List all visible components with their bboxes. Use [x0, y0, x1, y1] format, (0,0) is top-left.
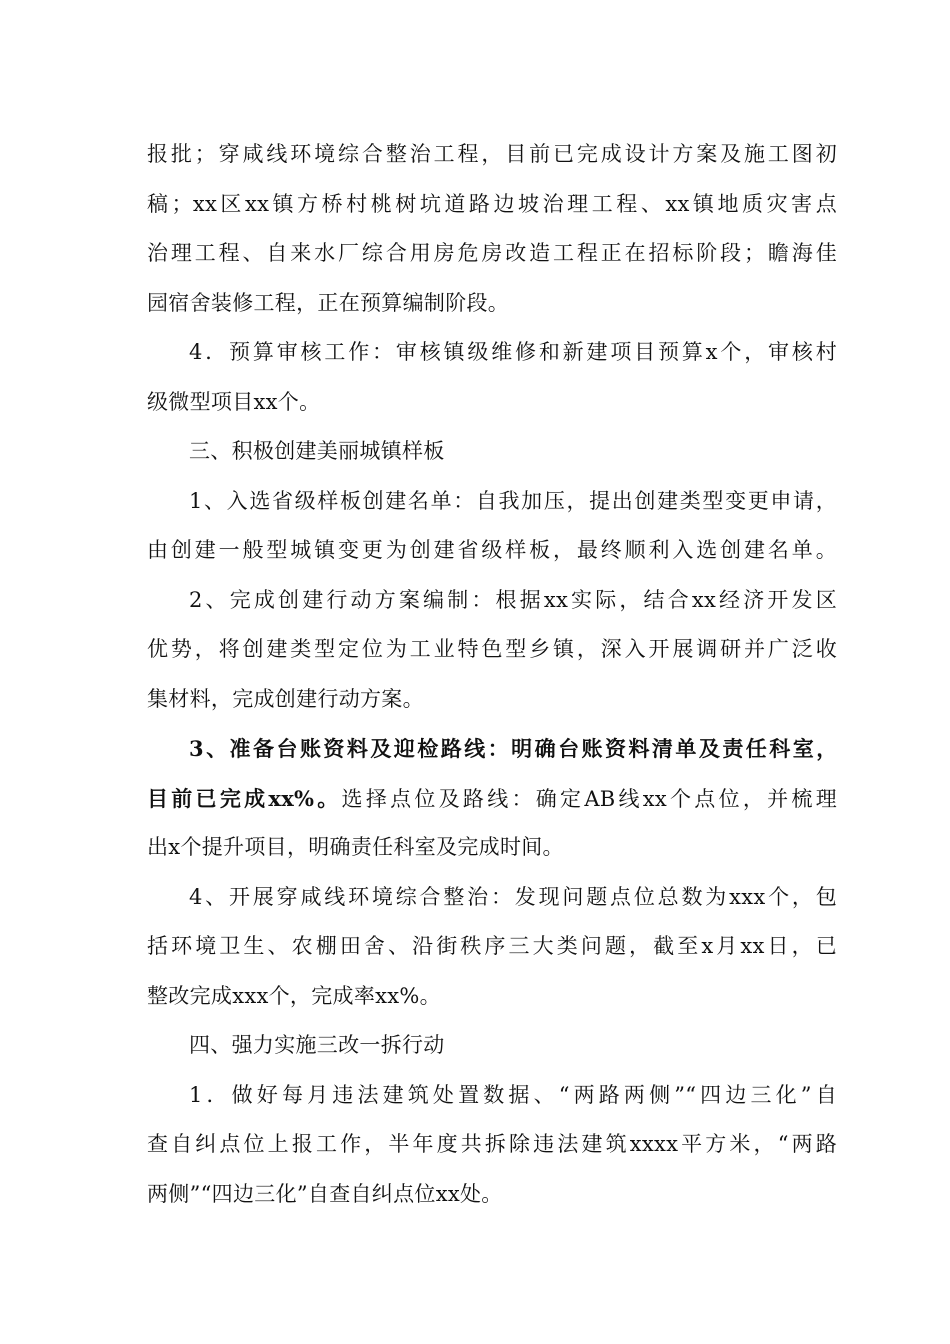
paragraph-line: 稿；xx区xx镇方桥村桃树坑道路边坡治理工程、xx镇地质灾害点 — [147, 191, 837, 216]
paragraph-line: 园宿舍装修工程，正在预算编制阶段。 — [147, 290, 510, 315]
paragraph-line: 括环境卫生、农棚田舍、沿街秩序三大类问题，截至x月xx日，已 — [147, 934, 837, 958]
section-heading: 四、强力实施三改一拆行动 — [189, 1033, 445, 1057]
paragraph-line: 治理工程、自来水厂综合用房危房改造工程正在招标阶段；瞻海佳 — [147, 241, 837, 265]
bold-text: 目前已完成xx%。 — [147, 785, 342, 811]
paragraph-line: 级微型项目xx个。 — [147, 389, 321, 414]
paragraph-line: 1．做好每月违法建筑处置数据、“两路两侧”“四边三化”自 — [189, 1082, 837, 1107]
paragraph-line: 2、完成创建行动方案编制：根据xx实际，结合xx经济开发区 — [189, 587, 837, 612]
section-heading: 三、积极创建美丽城镇样板 — [189, 439, 445, 463]
document-body — [147, 130, 837, 1219]
normal-text: 选择点位及路线：确定AB线xx个点位，并梳理 — [341, 786, 837, 811]
paragraph-line: 4．预算审核工作：审核镇级维修和新建项目预算x个，审核村 — [189, 340, 837, 364]
paragraph-line: 出x个提升项目，明确责任科室及完成时间。 — [147, 835, 564, 859]
paragraph-line: 由创建一般型城镇变更为创建省级样板，最终顺利入选创建名单。 — [147, 538, 837, 562]
paragraph-line: 4、开展穿咸线环境综合整治：发现问题点位总数为xxx个，包 — [189, 884, 837, 909]
paragraph-line: 查自纠点位上报工作，半年度共拆除违法建筑xxxx平方米，“两路 — [147, 1132, 837, 1156]
paragraph-line: 整改完成xxx个，完成率xx%。 — [147, 983, 441, 1008]
bold-paragraph-line: 3、准备台账资料及迎检路线：明确台账资料清单及责任科室， — [189, 736, 837, 761]
paragraph-line: 集材料，完成创建行动方案。 — [147, 686, 424, 711]
paragraph-line: 两侧”“四边三化”自查自纠点位xx处。 — [147, 1181, 503, 1206]
mixed-paragraph-line — [147, 774, 837, 824]
paragraph-line: 报批；穿咸线环境综合整治工程，目前已完成设计方案及施工图初 — [147, 142, 837, 166]
paragraph-line: 优势，将创建类型定位为工业特色型乡镇，深入开展调研并广泛收 — [147, 637, 837, 661]
paragraph-line: 1、入选省级样板创建名单：自我加压，提出创建类型变更申请， — [189, 488, 837, 513]
